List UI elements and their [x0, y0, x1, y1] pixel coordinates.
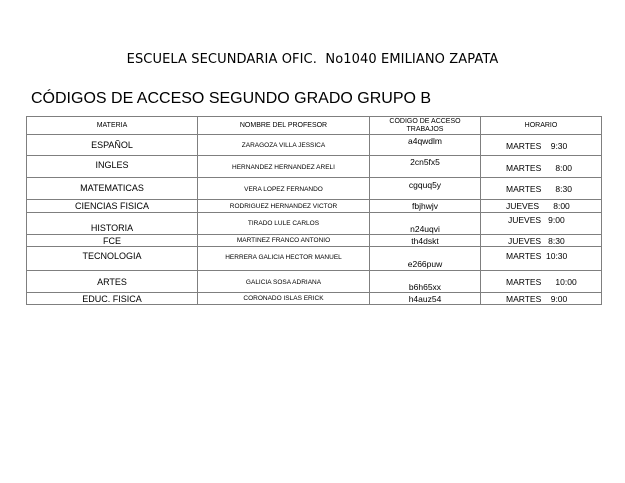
- cell-profesor: RODRIGUEZ HERNANDEZ VICTOR: [198, 200, 370, 213]
- cell-profesor: CORONADO ISLAS ERICK: [198, 293, 370, 305]
- header-codigo-line1: CÓDIGO DE ACCESO: [389, 117, 461, 125]
- table-row: [27, 156, 602, 178]
- sheet-title: CÓDIGOS DE ACCESO SEGUNDO GRADO GRUPO B: [31, 90, 432, 107]
- header-horario: HORARIO: [481, 117, 602, 135]
- cell-profesor: ZARAGOZA VILLA JESSICA: [198, 135, 370, 156]
- school-title: ESCUELA SECUNDARIA OFIC. No1040 EMILIANO ZAPATA: [126, 52, 499, 67]
- cell-materia: FCE: [27, 235, 198, 247]
- table-row: [27, 200, 602, 213]
- cell-horario: [481, 247, 602, 271]
- cell-horario: [481, 156, 602, 178]
- horario-text: MARTES 8:30: [506, 184, 572, 194]
- cell-horario: [481, 271, 602, 293]
- cell-materia: MATEMATICAS: [27, 178, 198, 200]
- table-row: [27, 293, 602, 305]
- cell-materia: HISTORIA: [27, 213, 198, 235]
- cell-profesor: HERRERA GALICIA HECTOR MANUEL: [198, 247, 370, 271]
- horario-text: MARTES 10:00: [506, 277, 577, 287]
- cell-horario: [481, 293, 602, 305]
- horario-text: MARTES 10:30: [506, 251, 568, 261]
- cell-materia: CIENCIAS FISICA: [27, 200, 198, 213]
- cell-codigo: b6h65xx: [370, 271, 481, 293]
- table-header-row: [27, 117, 602, 135]
- cell-codigo: n24uqvi: [370, 213, 481, 235]
- cell-profesor: MARTINEZ FRANCO ANTONIO: [198, 235, 370, 247]
- cell-materia: ARTES: [27, 271, 198, 293]
- cell-codigo: th4dskt: [370, 235, 481, 247]
- cell-materia: TECNOLOGIA: [27, 247, 198, 271]
- cell-horario: [481, 213, 602, 235]
- header-materia: MATERIA: [27, 117, 198, 135]
- header-codigo-line2: TRABAJOS: [406, 125, 444, 133]
- cell-horario: [481, 200, 602, 213]
- horario-text: JUEVES 9:00: [508, 215, 565, 225]
- cell-profesor: HERNANDEZ HERNANDEZ ARELI: [198, 156, 370, 178]
- cell-materia: EDUC. FISICA: [27, 293, 198, 305]
- cell-codigo: h4auz54: [370, 293, 481, 305]
- cell-profesor: GALICIA SOSA ADRIANA: [198, 271, 370, 293]
- cell-codigo: e266puw: [370, 247, 481, 271]
- table-row: [27, 178, 602, 200]
- horario-text: MARTES 9:30: [506, 141, 568, 151]
- horario-text: JUEVES 8:30: [508, 235, 565, 246]
- cell-codigo: a4qwdlm: [370, 135, 481, 156]
- table-row: [27, 135, 602, 156]
- cell-horario: [481, 178, 602, 200]
- header-codigo: [370, 117, 481, 135]
- cell-codigo: fbjhwjv: [370, 200, 481, 213]
- horario-text: JUEVES 8:00: [506, 201, 570, 211]
- horario-text: MARTES 9:00: [506, 293, 568, 304]
- cell-materia: ESPAÑOL: [27, 135, 198, 156]
- table-row: [27, 235, 602, 247]
- access-codes-table: [26, 116, 602, 305]
- cell-profesor: VERA LOPEZ FERNANDO: [198, 178, 370, 200]
- header-profesor: NOMBRE DEL PROFESOR: [198, 117, 370, 135]
- cell-codigo: 2cn5fx5: [370, 156, 481, 178]
- cell-materia: INGLES: [27, 156, 198, 178]
- cell-codigo: cgquq5y: [370, 178, 481, 200]
- cell-profesor: TIRADO LULE CARLOS: [198, 213, 370, 235]
- horario-text: MARTES 8:00: [506, 163, 572, 173]
- table-row: [27, 247, 602, 271]
- table-row: [27, 213, 602, 235]
- cell-horario: [481, 235, 602, 247]
- cell-horario: [481, 135, 602, 156]
- table-row: [27, 271, 602, 293]
